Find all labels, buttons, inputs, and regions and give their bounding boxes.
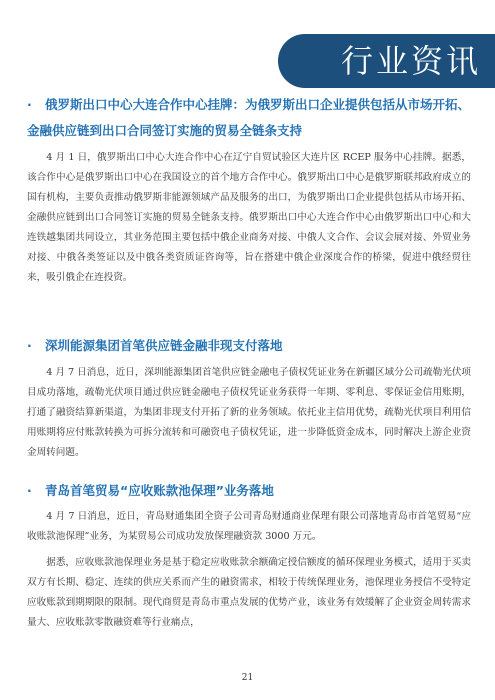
heading-text: 俄罗斯出口中心大连合作中心挂牌：为俄罗斯出口企业提供包括从市场开拓、金融供应链到出口合同签订实施的贸易全链条支持 <box>27 97 471 138</box>
banner-title: 行业资讯 <box>340 42 481 80</box>
paragraph: 4 月 1 日，俄罗斯出口中心大连合作中心在辽宁自贸试验区大连片区 RCEP 服务中心挂牌。据悉，该合作中心是俄罗斯出口中心在我国设立的首个地方合作中心。俄罗斯出口中心是俄罗斯联邦政府成立的国有机构，主要负责推动俄罗斯非能源领域产品及服务的出口，为俄罗斯出口企业提供包括从市场开拓、金融供应链到出口合同签订实施的贸易全链条支持。俄罗斯出口中心大连合作中心由俄罗斯出口中心和大连铁越集团共同设立，其业务范围主要包括中俄企业商务对接、中俄人文合作、会议会展对接、外贸业务对接、中俄各类签证以及中俄各类资质证咨询等，旨在搭建中俄企业深度合作的桥梁，促进中俄经贸往来，吸引俄企在连投资。 <box>27 152 471 283</box>
paragraph: 4 月 7 日消息，近日，青岛财通集团全资子公司青岛财通商业保理有限公司落地青岛市首笔贸易“应收账款池保理”业务，为某贸易公司成功发放保理融资款 3000 万元。 <box>27 511 471 542</box>
section-heading-3 <box>27 478 471 504</box>
bullet-icon: · <box>27 483 32 498</box>
bullet-icon: · <box>27 97 32 112</box>
paragraph: 据悉，应收账款池保理业务是基于稳定应收账款余额确定授信额度的循环保理业务模式，适用于买卖双方有长期、稳定、连续的供应关系而产生的融资需求，相较于传统保理业务，池保理业务授信不受特定应收账款到期期限的限制。现代商贸是青岛市重点发展的优势产业，该业务有效缓解了企业资金周转需求量大、应收账款零散融资难等行业痛点， <box>27 557 471 628</box>
page-number: 21 <box>241 673 254 683</box>
section-heading-1 <box>27 92 471 144</box>
bullet-icon: · <box>27 338 32 353</box>
heading-text: 青岛首笔贸易“应收账款池保理”业务落地 <box>45 483 274 498</box>
section-heading-2 <box>27 333 471 359</box>
heading-text: 深圳能源集团首笔供应链金融非现支付落地 <box>45 338 283 353</box>
section-banner <box>278 34 495 88</box>
paragraph: 4 月 7 日消息，近日，深圳能源集团首笔供应链金融电子债权凭证业务在新疆区域分公司疏勒光伏项目成功落地，疏勒光伏项目通过供应链金融电子债权凭证业务获得一年期、零利息、零保证金信用账期，打通了融资结算新渠道，为集团非现支付开拓了新的业务领域。依托业主信用优势，疏勒光伏项目利用信用账期将应付账款转换为可拆分流转和可融资电子债权凭证，进一步降低资金成本，同时解决上游企业资金周转问题。 <box>27 367 471 458</box>
